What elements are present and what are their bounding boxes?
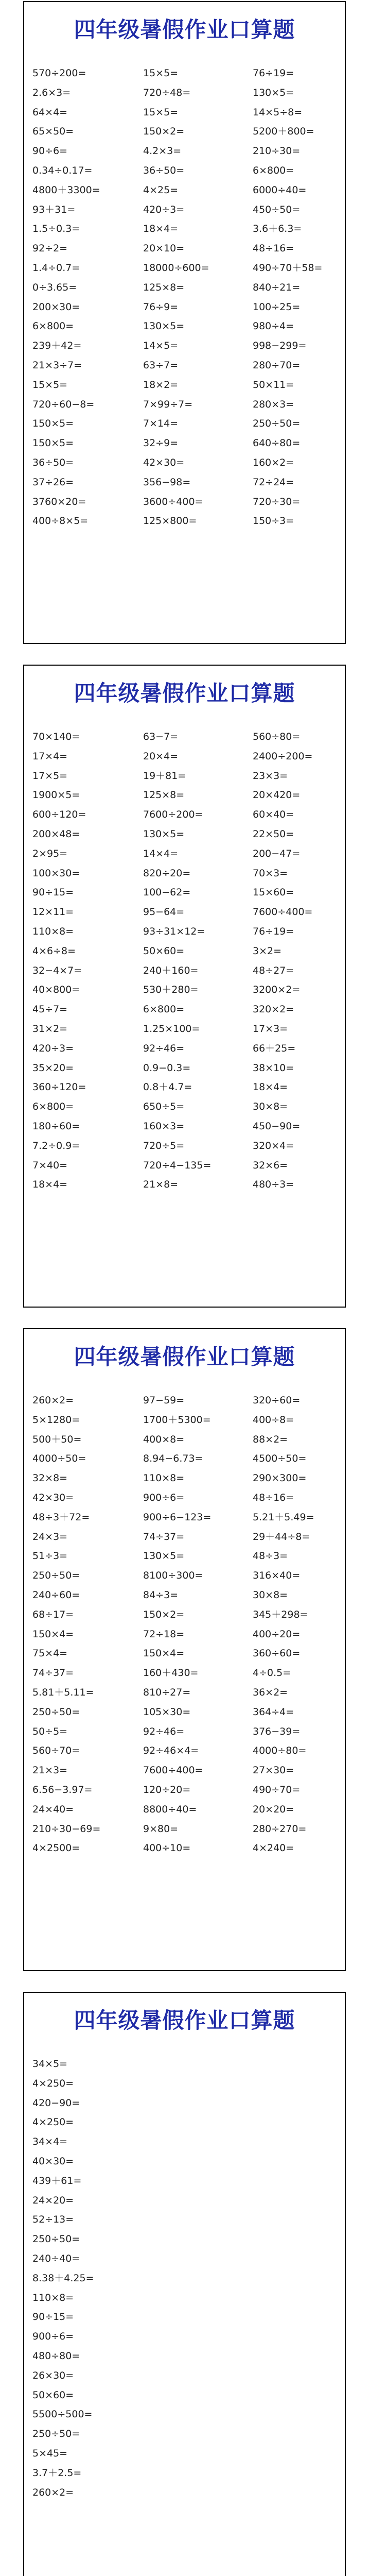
arithmetic-problem: 480÷80= (32, 2350, 80, 2362)
arithmetic-problem: 4.2×3= (143, 145, 182, 157)
arithmetic-problem: 100−62= (143, 887, 191, 899)
arithmetic-problem: 7600÷200= (143, 809, 203, 821)
arithmetic-problem: 0.8＋4.7= (143, 1081, 192, 1093)
arithmetic-problem: 100×30= (32, 867, 80, 879)
arithmetic-problem: 15×5= (143, 106, 179, 118)
arithmetic-problem: 1900×5= (32, 789, 80, 801)
arithmetic-problem: 17×5= (32, 770, 68, 782)
arithmetic-problem: 48÷27= (253, 964, 294, 976)
arithmetic-problem: 70×140= (32, 731, 80, 742)
arithmetic-problem: 51÷3= (32, 1550, 68, 1562)
arithmetic-problem: 63−7= (143, 731, 179, 742)
arithmetic-problem: 320×2= (253, 1004, 294, 1015)
arithmetic-problem: 998−299= (253, 340, 307, 352)
arithmetic-problem: 32×8= (32, 1472, 68, 1484)
arithmetic-problem: 4×250= (32, 2077, 74, 2089)
arithmetic-problem: 4×25= (143, 184, 179, 196)
worksheet-3 (23, 1328, 346, 1971)
arithmetic-problem: 200−47= (253, 848, 301, 859)
arithmetic-problem: 150×2= (143, 126, 185, 138)
arithmetic-problem: 4×240= (253, 1842, 294, 1854)
arithmetic-problem: 450−90= (253, 1120, 301, 1132)
arithmetic-problem: 5.21＋5.49= (253, 1511, 314, 1523)
arithmetic-problem: 250÷50= (32, 2428, 80, 2440)
worksheet-4 (23, 1992, 346, 2576)
arithmetic-problem: 5200＋800= (253, 126, 314, 138)
arithmetic-problem: 92÷46= (143, 1042, 185, 1054)
arithmetic-problem: 76÷19= (253, 925, 294, 937)
arithmetic-problem: 19＋81= (143, 770, 186, 782)
arithmetic-problem: 7×14= (143, 418, 179, 430)
arithmetic-problem: 3.6＋6.3= (253, 223, 302, 235)
problem-grid (32, 1391, 336, 1858)
arithmetic-problem: 480÷3= (253, 1179, 294, 1191)
arithmetic-problem: 48÷16= (253, 243, 294, 255)
arithmetic-problem: 4÷0.5= (253, 1667, 291, 1679)
arithmetic-problem: 250÷50= (32, 2233, 80, 2245)
arithmetic-problem: 64×4= (32, 106, 68, 118)
arithmetic-problem: 23×3= (253, 770, 288, 782)
arithmetic-problem: 110×8= (32, 2292, 74, 2303)
arithmetic-problem: 93＋31= (32, 204, 76, 215)
arithmetic-problem: 8.94−6.73= (143, 1453, 203, 1465)
arithmetic-problem: 3600÷400= (143, 496, 203, 507)
arithmetic-problem: 290×300= (253, 1472, 307, 1484)
arithmetic-problem: 490÷70= (253, 1784, 301, 1795)
arithmetic-problem: 4000÷80= (253, 1745, 307, 1757)
arithmetic-problem: 32−4×7= (32, 964, 82, 976)
arithmetic-problem: 260×2= (32, 2486, 74, 2498)
arithmetic-problem: 640÷80= (253, 437, 301, 449)
arithmetic-problem: 130×5= (143, 828, 185, 840)
arithmetic-problem: 88×2= (253, 1433, 288, 1445)
arithmetic-problem: 92÷2= (32, 243, 68, 255)
arithmetic-problem: 210÷30−69= (32, 1823, 101, 1835)
arithmetic-problem: 42×30= (143, 456, 185, 468)
arithmetic-problem: 84÷3= (143, 1589, 179, 1601)
arithmetic-problem: 8100÷300= (143, 1570, 203, 1582)
arithmetic-problem: 400÷10= (143, 1842, 191, 1854)
problem-grid (32, 727, 336, 1195)
arithmetic-problem: 76÷19= (253, 67, 294, 79)
arithmetic-problem: 2400÷200= (253, 750, 313, 762)
arithmetic-problem: 92÷46= (143, 1725, 185, 1737)
arithmetic-problem: 6×800= (32, 1101, 74, 1113)
arithmetic-problem: 720÷60−8= (32, 398, 95, 410)
arithmetic-problem: 364÷4= (253, 1706, 294, 1718)
arithmetic-problem: 29＋44÷8= (253, 1531, 310, 1543)
arithmetic-problem: 90÷15= (32, 887, 74, 899)
arithmetic-problem: 2×95= (32, 848, 68, 859)
arithmetic-problem: 240÷60= (32, 1589, 80, 1601)
arithmetic-problem: 400÷20= (253, 1628, 301, 1640)
arithmetic-problem: 3760×20= (32, 496, 86, 507)
arithmetic-problem: 4×2500= (32, 1842, 80, 1854)
arithmetic-problem: 360÷120= (32, 1081, 86, 1093)
arithmetic-problem: 900÷6= (143, 1492, 185, 1503)
arithmetic-problem: 650÷5= (143, 1101, 185, 1113)
arithmetic-problem: 22×50= (253, 828, 294, 840)
arithmetic-problem: 40×800= (32, 984, 80, 996)
arithmetic-problem: 280÷270= (253, 1823, 307, 1835)
arithmetic-problem: 27×30= (253, 1765, 294, 1776)
arithmetic-problem: 90÷6= (32, 145, 68, 157)
arithmetic-problem: 420−90= (32, 2097, 80, 2109)
arithmetic-problem: 376−39= (253, 1725, 301, 1737)
arithmetic-problem: 32÷9= (143, 437, 179, 449)
worksheet-title: 四年级暑假作业口算题 (74, 681, 295, 706)
arithmetic-problem: 420÷3= (32, 1042, 74, 1054)
arithmetic-problem: 356−98= (143, 476, 191, 488)
arithmetic-problem: 18000÷600= (143, 262, 209, 274)
arithmetic-problem: 450÷50= (253, 204, 301, 215)
arithmetic-problem: 8800÷40= (143, 1803, 197, 1815)
arithmetic-problem: 5500÷500= (32, 2409, 93, 2420)
arithmetic-problem: 490÷70＋58= (253, 262, 323, 274)
arithmetic-problem: 6×800= (32, 320, 74, 332)
arithmetic-problem: 130×5= (143, 1550, 185, 1562)
arithmetic-problem: 26×30= (32, 2369, 74, 2381)
arithmetic-problem: 500＋50= (32, 1433, 82, 1445)
arithmetic-problem: 560÷80= (253, 731, 301, 742)
arithmetic-problem: 18×2= (143, 379, 179, 391)
arithmetic-problem: 7600÷400= (253, 906, 313, 918)
arithmetic-problem: 125×8= (143, 281, 185, 293)
arithmetic-problem: 30×8= (253, 1101, 288, 1113)
arithmetic-problem: 48÷3= (253, 1550, 288, 1562)
arithmetic-problem: 280÷70= (253, 359, 301, 371)
arithmetic-problem: 320×4= (253, 1140, 294, 1151)
arithmetic-problem: 160＋430= (143, 1667, 199, 1679)
arithmetic-problem: 18×4= (253, 1081, 288, 1093)
arithmetic-problem: 400×8= (143, 1433, 185, 1445)
arithmetic-problem: 90÷15= (32, 2311, 74, 2323)
arithmetic-problem: 17×4= (32, 750, 68, 762)
arithmetic-problem: 3200×2= (253, 984, 301, 996)
arithmetic-problem: 37÷26= (32, 476, 74, 488)
arithmetic-problem: 34×5= (32, 2058, 68, 2070)
arithmetic-problem: 48÷16= (253, 1492, 294, 1503)
arithmetic-problem: 30×8= (253, 1589, 288, 1601)
arithmetic-problem: 74÷37= (143, 1531, 185, 1543)
arithmetic-problem: 15×5= (143, 67, 179, 79)
arithmetic-problem: 1.4÷0.7= (32, 262, 80, 274)
arithmetic-problem: 180÷60= (32, 1120, 80, 1132)
arithmetic-problem: 900÷6−123= (143, 1511, 212, 1523)
arithmetic-problem: 20×4= (143, 750, 179, 762)
arithmetic-problem: 439＋61= (32, 2175, 82, 2187)
arithmetic-problem: 260×2= (32, 1395, 74, 1406)
arithmetic-problem: 12×11= (32, 906, 74, 918)
arithmetic-problem: 34×4= (32, 2136, 68, 2148)
arithmetic-problem: 52÷13= (32, 2214, 74, 2226)
arithmetic-problem: 7×40= (32, 1159, 68, 1171)
arithmetic-problem: 6.56−3.97= (32, 1784, 93, 1795)
arithmetic-problem: 21×3= (32, 1765, 68, 1776)
arithmetic-problem: 130×5= (143, 320, 185, 332)
arithmetic-problem: 0.9−0.3= (143, 1062, 191, 1074)
arithmetic-problem: 560÷70= (32, 1745, 80, 1757)
arithmetic-problem: 20×10= (143, 243, 185, 255)
arithmetic-problem: 5×45= (32, 2447, 68, 2459)
arithmetic-problem: 4500÷50= (253, 1453, 307, 1465)
arithmetic-problem: 3×2= (253, 945, 282, 957)
arithmetic-problem: 105×30= (143, 1706, 191, 1718)
worksheet-title: 四年级暑假作业口算题 (74, 17, 295, 42)
arithmetic-problem: 50÷5= (32, 1725, 68, 1737)
arithmetic-problem: 4000÷50= (32, 1453, 86, 1465)
arithmetic-problem: 0.34÷0.17= (32, 164, 93, 176)
arithmetic-problem: 40×30= (32, 2155, 74, 2167)
arithmetic-problem: 110×8= (143, 1472, 185, 1484)
arithmetic-problem: 345＋298= (253, 1608, 308, 1620)
arithmetic-problem: 6000÷40= (253, 184, 307, 196)
arithmetic-problem: 150×4= (143, 1648, 185, 1659)
arithmetic-problem: 5×1280= (32, 1414, 80, 1426)
arithmetic-problem: 24×3= (32, 1531, 68, 1543)
arithmetic-problem: 93÷31×12= (143, 925, 205, 937)
arithmetic-problem: 50×11= (253, 379, 294, 391)
worksheet-2 (23, 665, 346, 1308)
arithmetic-problem: 35×20= (32, 1062, 74, 1074)
arithmetic-problem: 75×4= (32, 1648, 68, 1659)
arithmetic-problem: 210÷30= (253, 145, 301, 157)
arithmetic-problem: 36÷50= (143, 164, 185, 176)
arithmetic-problem: 250÷50= (253, 418, 301, 430)
arithmetic-problem: 20×420= (253, 789, 301, 801)
arithmetic-problem: 15×5= (32, 379, 68, 391)
arithmetic-problem: 130×5= (253, 87, 294, 98)
problem-grid (32, 2055, 336, 2502)
worksheet-title: 四年级暑假作业口算题 (74, 2008, 295, 2033)
arithmetic-problem: 66＋25= (253, 1042, 296, 1054)
arithmetic-problem: 36÷50= (32, 456, 74, 468)
arithmetic-problem: 160×2= (253, 456, 294, 468)
arithmetic-problem: 200×48= (32, 828, 80, 840)
arithmetic-problem: 48÷3＋72= (32, 1511, 90, 1523)
arithmetic-problem: 42×30= (32, 1492, 74, 1503)
arithmetic-problem: 150×5= (32, 437, 74, 449)
arithmetic-problem: 18×4= (32, 1179, 68, 1191)
arithmetic-problem: 820÷20= (143, 867, 191, 879)
arithmetic-problem: 38×10= (253, 1062, 294, 1074)
arithmetic-problem: 5.81＋5.11= (32, 1686, 94, 1698)
arithmetic-problem: 36×2= (253, 1686, 288, 1698)
arithmetic-problem: 7.2÷0.9= (32, 1140, 80, 1151)
arithmetic-problem: 21×8= (143, 1179, 179, 1191)
arithmetic-problem: 360÷60= (253, 1648, 301, 1659)
arithmetic-problem: 2.6×3= (32, 87, 71, 98)
arithmetic-problem: 720÷5= (143, 1140, 185, 1151)
arithmetic-problem: 250÷50= (32, 1570, 80, 1582)
arithmetic-problem: 720÷4−135= (143, 1159, 212, 1171)
arithmetic-problem: 400÷8×5= (32, 515, 89, 527)
arithmetic-problem: 240÷40= (32, 2252, 80, 2264)
arithmetic-problem: 63÷7= (143, 359, 179, 371)
arithmetic-problem: 110×8= (32, 925, 74, 937)
arithmetic-problem: 980÷4= (253, 320, 294, 332)
arithmetic-problem: 74÷37= (32, 1667, 74, 1679)
arithmetic-problem: 150×5= (32, 418, 74, 430)
arithmetic-problem: 72÷18= (143, 1628, 185, 1640)
arithmetic-problem: 240＋160= (143, 964, 199, 976)
arithmetic-problem: 4800＋3300= (32, 184, 100, 196)
arithmetic-problem: 250÷50= (32, 1706, 80, 1718)
arithmetic-problem: 95−64= (143, 906, 185, 918)
arithmetic-problem: 7600÷400= (143, 1765, 203, 1776)
arithmetic-problem: 720÷30= (253, 496, 301, 507)
arithmetic-problem: 420÷3= (143, 204, 185, 215)
problem-grid (32, 64, 336, 531)
arithmetic-problem: 14×4= (143, 848, 179, 859)
arithmetic-problem: 570÷200= (32, 67, 86, 79)
arithmetic-problem: 50×60= (143, 945, 185, 957)
arithmetic-problem: 3.7＋2.5= (32, 2467, 82, 2479)
arithmetic-problem: 1700＋5300= (143, 1414, 211, 1426)
arithmetic-problem: 24×20= (32, 2194, 74, 2206)
arithmetic-problem: 150÷3= (253, 515, 294, 527)
arithmetic-problem: 97−59= (143, 1395, 185, 1406)
arithmetic-problem: 530＋280= (143, 984, 199, 996)
arithmetic-problem: 840÷21= (253, 281, 301, 293)
arithmetic-problem: 1.5÷0.3= (32, 223, 80, 235)
arithmetic-problem: 160×3= (143, 1120, 185, 1132)
arithmetic-problem: 18×4= (143, 223, 179, 235)
arithmetic-problem: 280×3= (253, 398, 294, 410)
arithmetic-problem: 400÷8= (253, 1414, 294, 1426)
arithmetic-problem: 45÷7= (32, 1004, 68, 1015)
arithmetic-problem: 1.25×100= (143, 1023, 200, 1035)
arithmetic-problem: 320÷60= (253, 1395, 301, 1406)
arithmetic-problem: 70×3= (253, 867, 288, 879)
arithmetic-problem: 7×99÷7= (143, 398, 193, 410)
arithmetic-problem: 31×2= (32, 1023, 68, 1035)
arithmetic-problem: 20×20= (253, 1803, 294, 1815)
arithmetic-problem: 720÷48= (143, 87, 191, 98)
arithmetic-problem: 24×40= (32, 1803, 74, 1815)
arithmetic-problem: 600÷120= (32, 809, 86, 821)
arithmetic-problem: 15×60= (253, 887, 294, 899)
arithmetic-problem: 239＋42= (32, 340, 82, 352)
arithmetic-problem: 125×800= (143, 515, 197, 527)
arithmetic-problem: 17×3= (253, 1023, 288, 1035)
arithmetic-problem: 50×60= (32, 2389, 74, 2401)
arithmetic-problem: 316×40= (253, 1570, 301, 1582)
arithmetic-problem: 6×800= (253, 164, 294, 176)
arithmetic-problem: 21×3÷7= (32, 359, 82, 371)
arithmetic-problem: 6×800= (143, 1004, 185, 1015)
arithmetic-problem: 120÷20= (143, 1784, 191, 1795)
arithmetic-problem: 14×5÷8= (253, 106, 303, 118)
arithmetic-problem: 14×5= (143, 340, 179, 352)
arithmetic-problem: 32×6= (253, 1159, 288, 1171)
arithmetic-problem: 65×50= (32, 126, 74, 138)
arithmetic-problem: 9×80= (143, 1823, 179, 1835)
arithmetic-problem: 900÷6= (32, 2331, 74, 2343)
arithmetic-problem: 8.38＋4.25= (32, 2272, 94, 2284)
arithmetic-problem: 100÷25= (253, 301, 301, 313)
arithmetic-problem: 4×250= (32, 2116, 74, 2128)
arithmetic-problem: 150×2= (143, 1608, 185, 1620)
worksheet-title: 四年级暑假作业口算题 (74, 1344, 295, 1369)
arithmetic-problem: 0÷3.65= (32, 281, 77, 293)
arithmetic-problem: 125×8= (143, 789, 185, 801)
arithmetic-problem: 72÷24= (253, 476, 294, 488)
worksheet-1 (23, 1, 346, 644)
arithmetic-problem: 60×40= (253, 809, 294, 821)
arithmetic-problem: 76÷9= (143, 301, 179, 313)
arithmetic-problem: 68÷17= (32, 1608, 74, 1620)
arithmetic-problem: 200×30= (32, 301, 80, 313)
arithmetic-problem: 4×6÷8= (32, 945, 76, 957)
arithmetic-problem: 810÷27= (143, 1686, 191, 1698)
arithmetic-problem: 150×4= (32, 1628, 74, 1640)
arithmetic-problem: 92÷46×4= (143, 1745, 199, 1757)
